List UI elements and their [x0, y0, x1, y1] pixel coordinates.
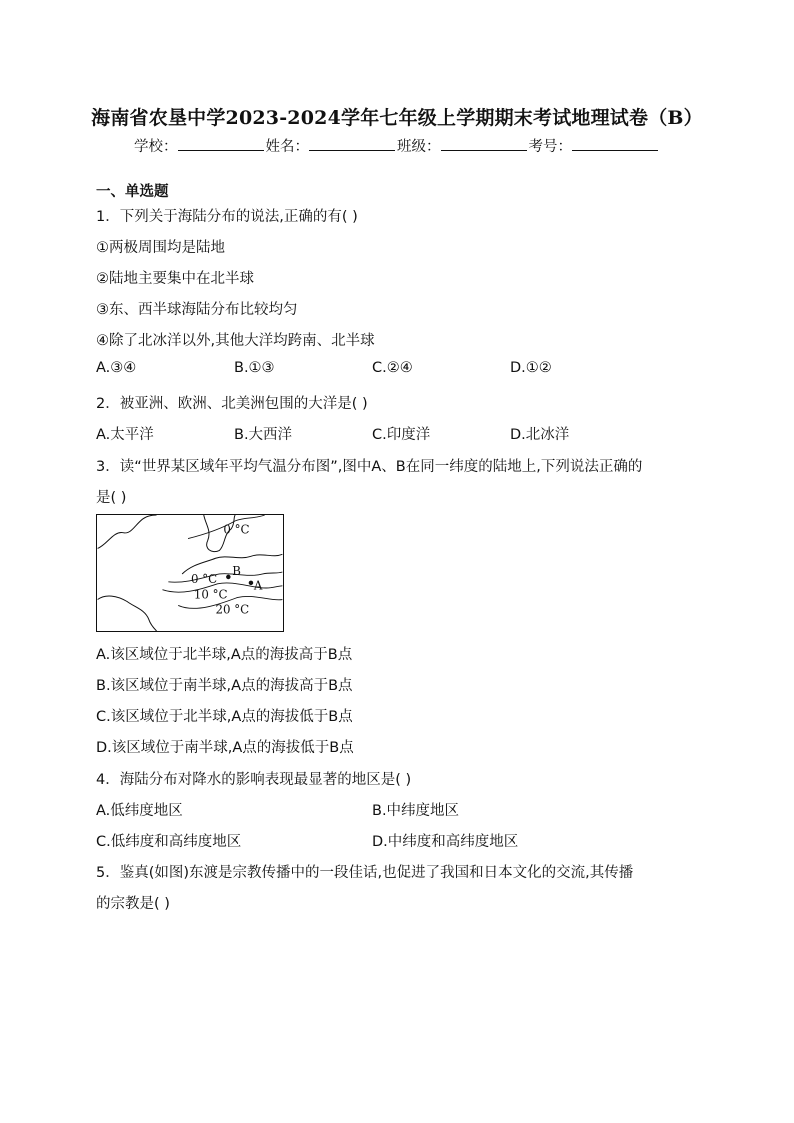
q1-option-b: B.①③ — [234, 360, 275, 376]
map-label: 10 °C — [193, 587, 228, 602]
number-blank — [572, 135, 658, 151]
q3-option-a: A.该区域位于北半球,A点的海拔高于B点 — [96, 647, 353, 663]
q4-option-d: D.中纬度和高纬度地区 — [372, 834, 519, 850]
q4-stem: 4．海陆分布对降水的影响表现最显著的地区是( ) — [96, 772, 412, 788]
class-label: 班级： — [397, 139, 441, 155]
number-label: 考号： — [528, 139, 572, 155]
class-blank — [441, 135, 527, 151]
q4-option-a: A.低纬度地区 — [96, 803, 183, 819]
isotherm-map-figure — [96, 514, 284, 632]
map-label: 0 °C — [190, 571, 218, 586]
coastline — [98, 515, 157, 548]
q3-option-d: D.该区域位于南半球,A点的海拔低于B点 — [96, 740, 354, 756]
point-a-dot — [249, 581, 254, 586]
q1-statement: ④除了北冰洋以外,其他大洋均跨南、北半球 — [96, 333, 375, 349]
map-label: B — [232, 563, 241, 578]
q3-option-c: C.该区域位于北半球,A点的海拔低于B点 — [96, 709, 353, 725]
q5-stem-cont: 的宗教是( ) — [96, 896, 170, 912]
page-title: 海南省农垦中学2023-2024学年七年级上学期期末考试地理试卷（B） — [91, 107, 703, 129]
isotherm-line — [168, 572, 282, 582]
q1-option-a: A.③④ — [96, 360, 137, 376]
q2-option-b: B.大西洋 — [234, 427, 293, 443]
q1-stem: 1．下列关于海陆分布的说法,正确的有( ) — [96, 209, 358, 225]
q3-stem: 3．读“世界某区域年平均气温分布图”,图中A、B在同一纬度的陆地上,下列说法正确的 — [96, 459, 643, 475]
q5-stem: 5．鉴真(如图)东渡是宗教传播中的一段佳话,也促进了我国和日本文化的交流,其传播 — [96, 865, 634, 881]
name-label: 姓名： — [265, 139, 309, 155]
q2-option-d: D.北冰洋 — [510, 427, 570, 443]
section-heading: 一、单选题 — [96, 184, 169, 200]
student-info-line — [0, 135, 794, 156]
map-label: A — [253, 578, 263, 593]
q2-stem: 2．被亚洲、欧洲、北美洲包围的大洋是( ) — [96, 396, 368, 412]
isotherm-map-svg — [97, 515, 283, 631]
q4-option-b: B.中纬度地区 — [372, 803, 460, 819]
q1-statement: ③东、西半球海陆分布比较均匀 — [96, 302, 298, 318]
q4-option-c: C.低纬度和高纬度地区 — [96, 834, 242, 850]
q3-option-b: B.该区域位于南半球,A点的海拔高于B点 — [96, 678, 353, 694]
q2-option-a: A.太平洋 — [96, 427, 154, 443]
q1-statement: ①两极周围均是陆地 — [96, 240, 225, 256]
school-blank — [178, 135, 264, 151]
name-blank — [309, 135, 395, 151]
q2-option-c: C.印度洋 — [372, 427, 431, 443]
q1-option-d: D.①② — [510, 360, 552, 376]
q1-statement: ②陆地主要集中在北半球 — [96, 271, 254, 287]
q3-stem-cont: 是( ) — [96, 490, 127, 506]
q1-option-c: C.②④ — [372, 360, 413, 376]
coastline — [98, 596, 157, 631]
map-label: 0 °C — [223, 522, 250, 537]
point-b-dot — [226, 575, 231, 580]
school-label: 学校： — [134, 139, 178, 155]
map-label: 20 °C — [215, 602, 250, 617]
